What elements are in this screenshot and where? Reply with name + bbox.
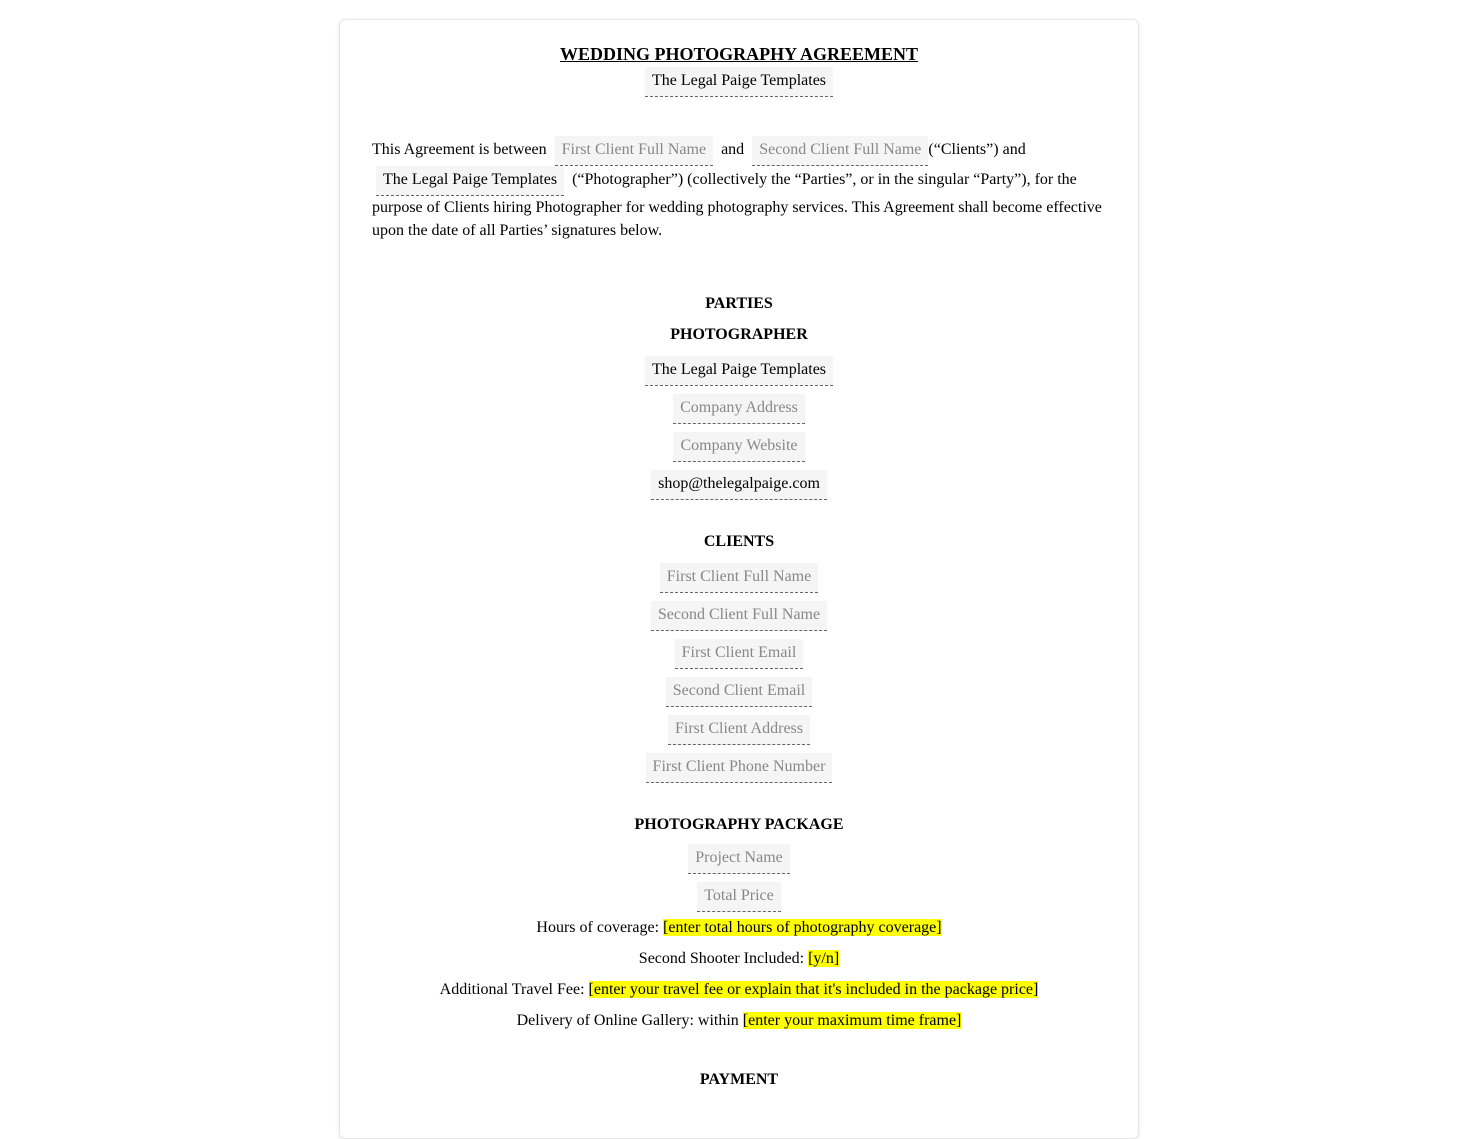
project-name-field[interactable]: Project Name <box>688 844 790 874</box>
delivery-line <box>372 1005 1106 1036</box>
company-email-field[interactable]: shop@thelegalpaige.com <box>651 470 827 500</box>
clients-heading: CLIENTS <box>703 533 775 550</box>
package-heading: PHOTOGRAPHY PACKAGE <box>634 816 844 833</box>
second-shooter-label: Second Shooter Included: <box>638 950 805 967</box>
photographer-business-name-field[interactable]: The Legal Paige Templates <box>645 356 833 386</box>
hours-label: Hours of coverage: <box>536 919 660 936</box>
client-second-email-field[interactable]: Second Client Email <box>666 677 812 707</box>
second-client-name-field[interactable]: Second Client Full Name <box>752 136 928 166</box>
company-website-field[interactable]: Company Website <box>673 432 804 462</box>
company-name-field[interactable]: The Legal Paige Templates <box>645 67 833 97</box>
client-second-name-field[interactable]: Second Client Full Name <box>651 601 827 631</box>
document-title: WEDDING PHOTOGRAPHY AGREEMENT <box>559 44 919 64</box>
travel-fee-line <box>372 974 1106 1005</box>
hours-line <box>372 912 1106 943</box>
photographer-heading: PHOTOGRAPHER <box>670 326 808 343</box>
client-first-address-field[interactable]: First Client Address <box>668 715 810 745</box>
client-first-phone-field[interactable]: First Client Phone Number <box>646 753 833 783</box>
payment-heading: PAYMENT <box>699 1071 779 1088</box>
intro-clients-and: (“Clients”) and <box>928 141 1026 158</box>
delivery-label: Delivery of Online Gallery: within <box>516 1012 739 1029</box>
second-shooter-line <box>372 943 1106 974</box>
document-page <box>339 19 1139 1139</box>
total-price-field[interactable]: Total Price <box>697 882 781 912</box>
parties-heading: PARTIES <box>705 295 773 312</box>
client-first-name-field[interactable]: First Client Full Name <box>660 563 818 593</box>
travel-fee-value[interactable]: [enter your travel fee or explain that it's included in the package price] <box>588 981 1039 998</box>
company-address-field[interactable]: Company Address <box>673 394 805 424</box>
intro-and: and <box>721 141 745 158</box>
travel-fee-label: Additional Travel Fee: <box>439 981 585 998</box>
intro-rest: (“Photographer”) (collectively the “Parties”, or in the singular “Party”), for the purpose of Clients hiring Photographer for wedding photography services. This Agreement shall become effective upon the date of all Parties’ signatures below. <box>372 171 1102 239</box>
second-shooter-value[interactable]: [y/n] <box>808 950 840 967</box>
first-client-name-field[interactable]: First Client Full Name <box>555 136 713 166</box>
hours-value[interactable]: [enter total hours of photography coverage] <box>663 919 942 936</box>
delivery-value[interactable]: [enter your maximum time frame] <box>742 1012 962 1029</box>
intro-text-1: This Agreement is between <box>372 141 547 158</box>
intro-paragraph <box>372 136 1106 242</box>
client-first-email-field[interactable]: First Client Email <box>675 639 804 669</box>
photographer-name-field[interactable]: The Legal Paige Templates <box>376 166 564 196</box>
